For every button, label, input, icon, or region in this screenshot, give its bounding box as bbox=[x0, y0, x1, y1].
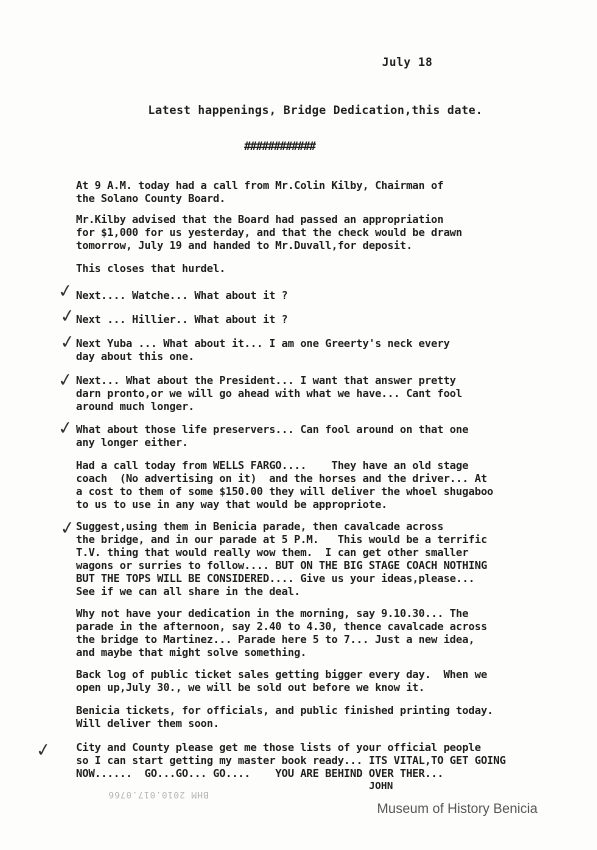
paragraph-parade-suggestion: Suggest,using them in Benicia parade, then cavalcade across the bridge, and in our parade at 5 P.M. This would be a terrific T.V. thing that would really wow them. I can get other smaller wagons or surries to follow.... BUT ON THE BIG STAGE COACH NOTHING BUT THE TOPS WILL BE CONSIDERED.... Give us your ideas,please... See if we can all share in the deal. bbox=[76, 521, 488, 598]
paragraph-benicia-tickets: Benicia tickets, for officials, and public finished printing today. Will deliver them soon. bbox=[76, 705, 494, 730]
document-date: July 18 bbox=[382, 55, 433, 69]
paragraph-life-preservers: What about those life preservers... Can fool around on that one any longer either. bbox=[76, 424, 469, 449]
paragraph-dedication-timing: Why not have your dedication in the morning, say 9.10.30... The parade in the afternoon, say 2.40 to 4.30, thence cavalcade across the bridge to Martinez... Parade here 5 to 7... Just a new idea, and maybe that might solve something. bbox=[76, 608, 488, 659]
museum-credit-watermark: Museum of History Benicia bbox=[377, 801, 538, 816]
handwritten-checkmark-icon: ✓ bbox=[58, 331, 77, 354]
handwritten-checkmark-icon: ✓ bbox=[56, 369, 75, 392]
handwritten-checkmark-icon: ✓ bbox=[34, 739, 53, 762]
paragraph-official-lists: City and County please get me those lists of your official people so I can start getting my master book ready... ITS VITAL,TO GET GOING NOW...... GO...GO... GO.... YOU ARE BEHIND OVER THER... bbox=[76, 742, 506, 780]
paragraph-yuba: Next Yuba ... What about it... I am one Greerty's neck every day about this one. bbox=[76, 338, 450, 363]
archive-stamp: BHM 2010.017.0766 bbox=[108, 789, 209, 799]
headline-divider: ############ bbox=[244, 139, 316, 153]
paragraph-hillier: Next ... Hillier.. What about it ? bbox=[76, 314, 288, 326]
paragraph-wells-fargo: Had a call today from WELLS FARGO.... They have an old stage coach (No advertising on it) and the horses and the driver... At a cost to them of some $150.00 they will deliver the whoel shugaboo to us to use in any way that would be appropriote. bbox=[76, 460, 494, 511]
paragraph-kilby-call: At 9 A.M. today had a call from Mr.Colin Kilby, Chairman of the Solano County Board. bbox=[76, 180, 444, 205]
paragraph-president: Next... What about the President... I want that answer pretty darn pronto,or we will go ahead with what we have... Cant fool around much longer. bbox=[76, 375, 463, 413]
handwritten-checkmark-icon: ✓ bbox=[58, 517, 77, 540]
paragraph-appropriation: Mr.Kilby advised that the Board had passed an appropriation for $1,000 for us yesterday, and that the check would be drawn tomorrow, July 19 and handed to Mr.Duvall,for deposit. bbox=[76, 214, 463, 252]
signature: JOHN bbox=[369, 781, 394, 792]
document-headline: Latest happenings, Bridge Dedication,this date. bbox=[148, 103, 483, 117]
paragraph-watche: Next.... Watche... What about it ? bbox=[76, 290, 288, 302]
paragraph-hurdle: This closes that hurdel. bbox=[76, 263, 226, 275]
paragraph-ticket-sales: Back log of public ticket sales getting bigger every day. When we open up,July 30., we will be sold out before we know it. bbox=[76, 669, 488, 694]
handwritten-checkmark-icon: ✓ bbox=[58, 305, 77, 328]
handwritten-checkmark-icon: ✓ bbox=[56, 280, 75, 303]
handwritten-checkmark-icon: ✓ bbox=[56, 417, 75, 440]
